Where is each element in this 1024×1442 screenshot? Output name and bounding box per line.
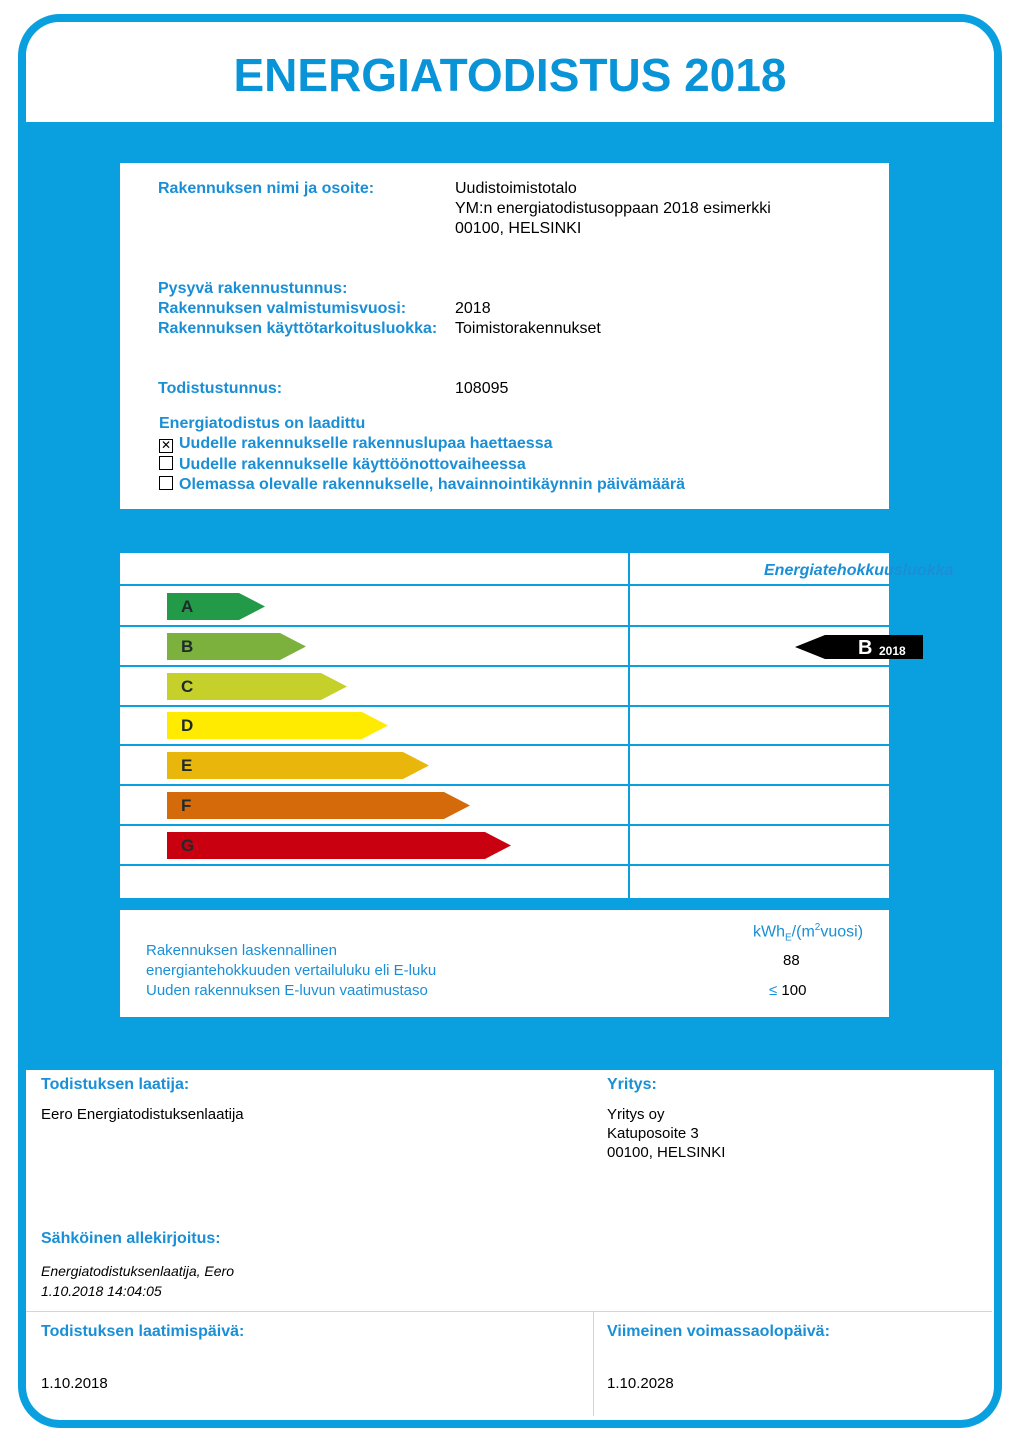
energy-class-arrow-e — [167, 752, 429, 779]
energy-class-letter: C — [181, 676, 194, 696]
grid-line — [120, 784, 889, 786]
building-name-line-1: Uudistoimistotalo — [455, 180, 577, 197]
year-value: 2018 — [455, 300, 491, 317]
grid-line — [120, 744, 889, 746]
energy-class-letter: F — [181, 796, 192, 815]
company-label: Yritys: — [607, 1076, 657, 1093]
grid-line — [120, 665, 889, 667]
cert-id-label: Todistustunnus: — [158, 380, 283, 397]
prepared-option-1 — [159, 435, 553, 453]
checkbox-checked-icon: ✕ — [160, 438, 172, 452]
energy-class-letter: E — [181, 756, 193, 776]
energy-class-letter: A — [181, 597, 194, 616]
company-line-3: 00100, HELSINKI — [607, 1144, 726, 1161]
rating-arrow-icon — [795, 635, 923, 659]
energy-class-letter: B — [181, 636, 194, 656]
prepared-heading: Energiatodistus on laadittu — [159, 415, 366, 432]
eluku-unit: $kWh_E/(m^2vuosi)$ — [753, 922, 864, 944]
energy-class-arrow-d — [167, 712, 388, 739]
category-value: Toimistorakennukset — [455, 320, 601, 337]
signature-label: Sähköinen allekirjoitus: — [41, 1230, 221, 1247]
section-divider — [593, 1311, 594, 1416]
energy-class-arrow-g — [167, 832, 511, 859]
energy-class-arrow-b — [167, 633, 306, 660]
energy-class-arrow-f — [167, 792, 470, 819]
prepared-option-3-label: Olemassa olevalle rakennukselle, havainnointikäynnin päivämäärä — [179, 476, 686, 493]
valid-until-value: 1.10.2028 — [607, 1375, 674, 1392]
preparer-value: Eero Energiatodistuksenlaatija — [41, 1106, 244, 1123]
prepared-option-1-label: Uudelle rakennukselle rakennuslupaa haettaessa — [179, 435, 553, 452]
energy-class-grid — [120, 553, 954, 898]
rating-marker — [795, 635, 923, 664]
grid-line — [120, 824, 889, 826]
grid-line — [120, 705, 889, 707]
eluku-requirement: ≤ 100 — [769, 982, 807, 999]
eluku-line-2: energiantehokkuuden vertailuluku eli E-luku — [146, 962, 437, 979]
checkbox-empty-icon — [159, 456, 173, 470]
rating-year: 2018 — [879, 643, 906, 658]
building-info-panel — [120, 163, 889, 509]
building-name-line-3: 00100, HELSINKI — [455, 220, 582, 237]
preparer-label: Todistuksen laatija: — [41, 1076, 190, 1093]
grid-line — [120, 584, 889, 586]
cert-id-value: 108095 — [455, 380, 509, 397]
grid-divider — [628, 553, 630, 898]
permanent-id-label: Pysyvä rakennustunnus: — [158, 280, 348, 297]
issued-date-label: Todistuksen laatimispäivä: — [41, 1323, 245, 1340]
signature-time: 1.10.2018 14:04:05 — [41, 1283, 162, 1299]
energy-class-letter: G — [181, 835, 195, 855]
building-name-label: Rakennuksen nimi ja osoite: — [158, 180, 375, 197]
year-label: Rakennuksen valmistumisvuosi: — [158, 300, 407, 317]
section-divider — [26, 1311, 992, 1312]
eluku-line-3: Uuden rakennuksen E-luvun vaatimustaso — [146, 982, 428, 999]
certificate-title: ENERGIATODISTUS 2018 — [233, 49, 787, 101]
prepared-option-2 — [159, 455, 526, 474]
company-line-2: Katuposoite 3 — [607, 1125, 699, 1142]
grid-line — [120, 625, 889, 627]
energy-class-arrow-c — [167, 673, 347, 700]
energy-class-arrow-a — [167, 593, 265, 620]
prepared-option-2-label: Uudelle rakennukselle käyttöönottovaiheessa — [179, 456, 526, 473]
rating-letter: B — [858, 636, 873, 659]
eluku-line-1: Rakennuksen laskennallinen — [146, 942, 337, 959]
issued-date-value: 1.10.2018 — [41, 1375, 108, 1392]
building-name-line-2: YM:n energiatodistusoppaan 2018 esimerkki — [455, 200, 771, 217]
eluku-panel — [120, 910, 889, 1017]
signature-name: Energiatodistuksenlaatija, Eero — [41, 1263, 235, 1279]
energy-class-letter: D — [181, 716, 194, 736]
title-band — [26, 22, 994, 122]
checkbox-empty-icon — [159, 476, 173, 490]
valid-until-label: Viimeinen voimassaolopäivä: — [607, 1323, 830, 1340]
prepared-option-3 — [159, 475, 685, 494]
efficiency-class-header: Energiatehokkuusluokka — [764, 562, 954, 579]
grid-line — [120, 864, 889, 866]
company-line-1: Yritys oy — [607, 1106, 665, 1123]
eluku-value: 88 — [783, 952, 800, 969]
category-label: Rakennuksen käyttötarkoitusluokka: — [158, 320, 438, 337]
